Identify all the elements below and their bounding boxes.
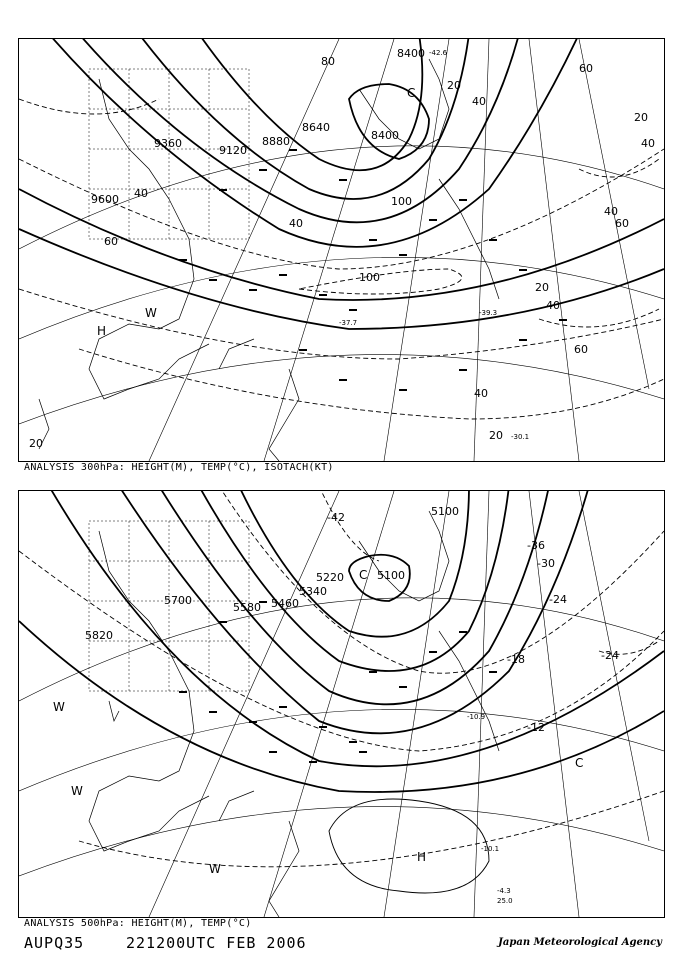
isotach-label: 40 (134, 187, 148, 200)
isotach-label: 40 (289, 217, 303, 230)
caption-300hpa: ANALYSIS 300hPa: HEIGHT(M), TEMP(°C), ISOTACH(KT) (24, 462, 334, 473)
temp-label: -10.9 (467, 713, 486, 721)
warm-center-label: W (209, 862, 221, 876)
coastlines (39, 59, 499, 461)
height-label: 5100 (431, 505, 459, 518)
temp-label-group (339, 49, 529, 441)
isotach-label: 100 (359, 271, 380, 284)
temp-label: -39.3 (479, 309, 498, 317)
temp-label: -4.3 (497, 887, 511, 895)
isotach-label: 100 (391, 195, 412, 208)
temp-label: -24 (549, 593, 567, 606)
product-code: AUPQ35 (24, 934, 85, 952)
map-panel-500hpa (18, 490, 665, 918)
isotach-label: 40 (641, 137, 655, 150)
height-label: 8400 (371, 129, 399, 142)
height-contours (19, 39, 664, 329)
isotach-label: 20 (29, 437, 43, 450)
isotach-label: 40 (474, 387, 488, 400)
temp-label: -12 (527, 721, 545, 734)
temp-label: -10.1 (481, 845, 500, 853)
height-contours (19, 491, 664, 792)
temp-label: -36 (527, 539, 545, 552)
warm-center-label: W (145, 306, 157, 320)
isotach-label: 20 (447, 79, 461, 92)
graticule (19, 39, 664, 461)
isotach-label: 40 (546, 299, 560, 312)
isotach-label: 60 (104, 235, 118, 248)
temp-label: 25.0 (497, 897, 513, 905)
height-label: 5700 (164, 594, 192, 607)
height-label: 8880 (262, 135, 290, 148)
isotach-label-group (29, 55, 655, 450)
height-label: 9360 (154, 137, 182, 150)
coastlines (89, 511, 499, 917)
high-pressure-outline (329, 799, 489, 893)
map-panel-300hpa (18, 38, 665, 462)
temp-label: -42.6 (429, 49, 448, 57)
warm-center-label: W (71, 784, 83, 798)
station-plots (179, 601, 497, 763)
height-label-group (85, 505, 459, 642)
temp-label-group (327, 511, 619, 905)
caption-500hpa: ANALYSIS 500hPa: HEIGHT(M), TEMP(°C) (24, 918, 252, 929)
temperature-isotherms (19, 491, 664, 867)
isotach-label: 60 (615, 217, 629, 230)
height-label: 5820 (85, 629, 113, 642)
agency-name: Japan Meteorological Agency (498, 937, 662, 948)
temp-label: -30 (537, 557, 555, 570)
height-label: 8640 (302, 121, 330, 134)
high-center-label: H (417, 850, 427, 864)
cold-center-label: C (359, 568, 368, 582)
isotach-label: 20 (489, 429, 503, 442)
height-label: 9600 (91, 193, 119, 206)
height-label: 9120 (219, 144, 247, 157)
cold-center-label: C (575, 756, 584, 770)
map-500hpa-svg (19, 491, 664, 917)
graticule (19, 491, 664, 917)
high-center-label: H (97, 324, 107, 338)
temp-label: -37.7 (339, 319, 358, 327)
temp-label: -30.1 (511, 433, 530, 441)
isotach-label: 60 (574, 343, 588, 356)
height-label: 5580 (233, 601, 261, 614)
height-label: 8400 (397, 47, 425, 60)
temp-label: -42 (327, 511, 345, 524)
isotach-label: 60 (579, 62, 593, 75)
isotach-label: 80 (321, 55, 335, 68)
temp-label: -18 (507, 653, 525, 666)
pressure-centers (53, 568, 583, 876)
height-label: 5340 (299, 585, 327, 598)
height-label: 5460 (271, 597, 299, 610)
isotach-label: 20 (535, 281, 549, 294)
valid-time: 221200UTC FEB 2006 (126, 934, 307, 952)
temp-label: -24 (601, 649, 619, 662)
cold-center-label: C (407, 86, 416, 100)
height-label: 5100 (377, 569, 405, 582)
isotach-label: 40 (472, 95, 486, 108)
chart-footer (24, 934, 662, 954)
isotach-label: 20 (634, 111, 648, 124)
isotach-label: 40 (604, 205, 618, 218)
map-300hpa-svg (19, 39, 664, 461)
warm-center-label: W (53, 700, 65, 714)
height-label: 5220 (316, 571, 344, 584)
